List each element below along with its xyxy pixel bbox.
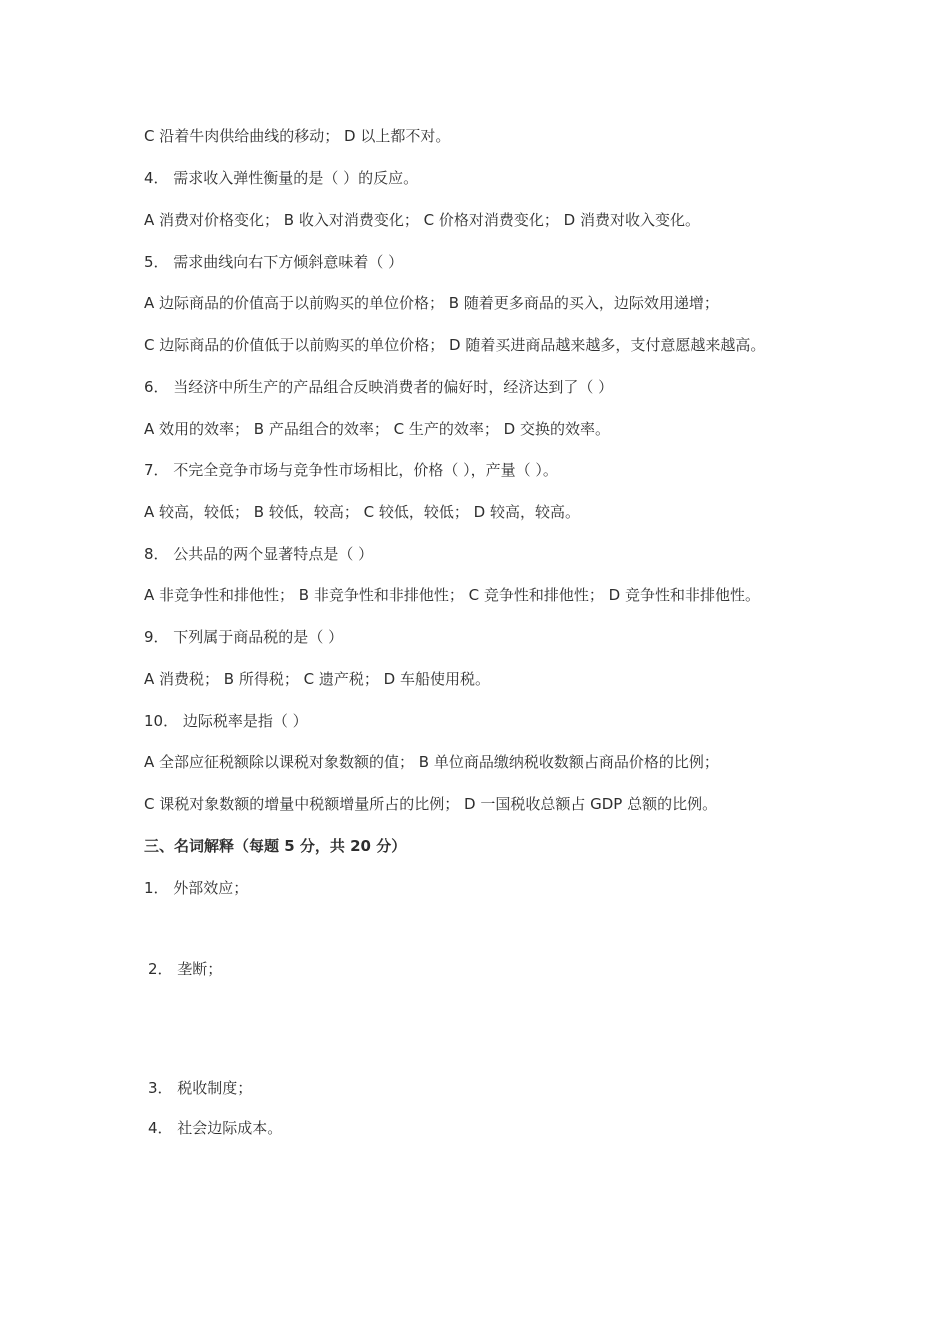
question-10-options-cd: C 课税对象数额的增量中税额增量所占的比例； D 一国税收总额占 GDP 总额的比例。 — [144, 795, 718, 813]
section-3-heading: 三、名词解释（每题 5 分，共 20 分） — [144, 837, 407, 855]
question-5-options-cd: C 边际商品的价值低于以前购买的单位价格； D 随着买进商品越来越多，支付意愿越来越高。 — [144, 336, 766, 354]
question-6-options: A 效用的效率； B 产品组合的效率； C 生产的效率； D 交换的效率。 — [144, 420, 610, 438]
q3-options-cd: C 沿着牛肉供给曲线的移动； D 以上都不对。 — [144, 127, 451, 145]
question-10-options-ab: A 全部应征税额除以课税对象数额的值； B 单位商品缴纳税收数额占商品价格的比例； — [144, 753, 719, 771]
question-9-options: A 消费税； B 所得税； C 遗产税； D 车船使用税。 — [144, 670, 490, 688]
term-3: 3． 税收制度； — [148, 1079, 253, 1097]
question-10: 10． 边际税率是指（ ） — [144, 712, 308, 730]
question-8-options: A 非竞争性和排他性； B 非竞争性和非排他性； C 竞争性和排他性； D 竞争性和非排他性。 — [144, 586, 760, 604]
question-4: 4． 需求收入弹性衡量的是（ ）的反应。 — [144, 169, 419, 187]
question-5-options-ab: A 边际商品的价值高于以前购买的单位价格； B 随着更多商品的买入，边际效用递增； — [144, 294, 719, 312]
question-8: 8． 公共品的两个显著特点是（ ） — [144, 545, 374, 563]
question-4-options: A 消费对价格变化； B 收入对消费变化； C 价格对消费变化； D 消费对收入变化。 — [144, 211, 700, 229]
question-9: 9． 下列属于商品税的是（ ） — [144, 628, 344, 646]
question-6: 6． 当经济中所生产的产品组合反映消费者的偏好时，经济达到了（ ） — [144, 378, 614, 396]
question-7: 7． 不完全竞争市场与竞争性市场相比，价格（ ），产量（ ）。 — [144, 461, 558, 479]
question-5: 5． 需求曲线向右下方倾斜意味着（ ） — [144, 253, 404, 271]
term-1: 1． 外部效应； — [144, 879, 249, 897]
question-7-options: A 较高，较低； B 较低，较高； C 较低，较低； D 较高，较高。 — [144, 503, 580, 521]
term-4: 4． 社会边际成本。 — [148, 1119, 283, 1137]
term-2: 2． 垄断； — [148, 960, 223, 978]
